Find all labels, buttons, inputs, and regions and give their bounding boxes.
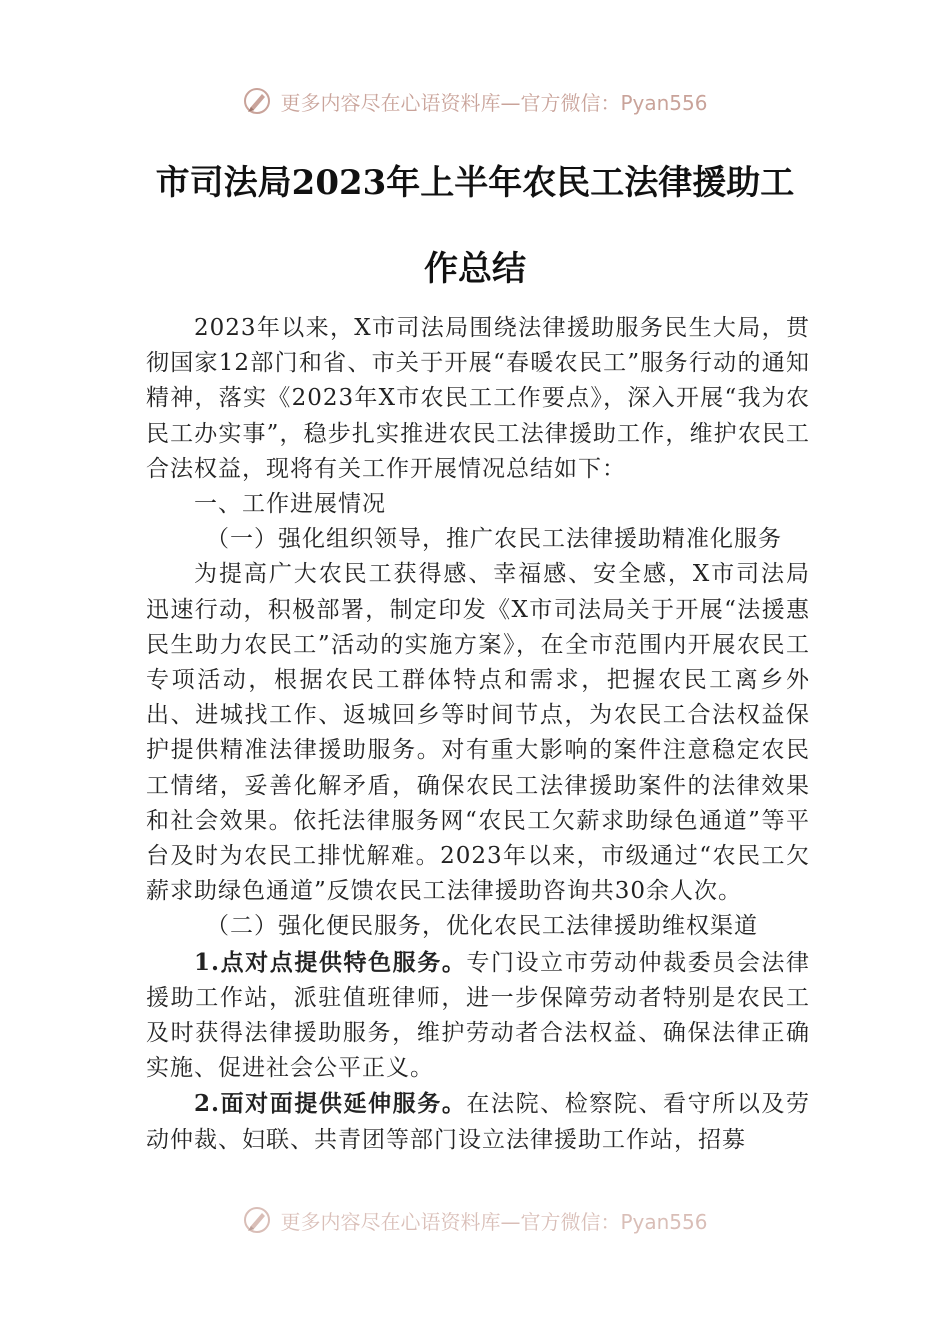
watermark-footer-text: 更多内容尽在心语资料库—官方微信：Pyan556 (280, 1209, 708, 1234)
section-heading: 一、工作进展情况 (194, 491, 386, 518)
document-body (146, 311, 810, 1158)
watermark-text: 更多内容尽在心语资料库—官方微信：Pyan556 (280, 90, 708, 115)
subsection-heading-2: （二）强化便民服务，优化农民工法律援助维权渠道 (206, 913, 758, 940)
item-1-text: 专门设立市劳动仲裁委员会法律援助工作站，派驻值班律师，进一步保障劳动者特别是农民工及时获得法律援助服务，维护劳动者合法权益、确保法律正确实施、促进社会公平正义。 (146, 949, 810, 1082)
subsection-paragraph-1: 为提高广大农民工获得感、幸福感、安全感，X市司法局迅速行动，积极部署，制定印发《X市司法局关于开展“法援惠民生助力农民工”活动的实施方案》，在全市范围内开展农民工专项活动，根据农民工群体特点和需求，把握农民工离乡外出、进城找工作、返城回乡等时间节点，为农民工合法权益保护提供精准法律援助服务。对有重大影响的案件注意稳定农民工情绪，妥善化解矛盾，确保农民工法律援助案件的法律效果和社会效果。依托法律服务网“农民工欠薪求助绿色通道”等平台及时为农民工排忧解难。2023年以来，市级通过“农民工欠薪求助绿色通道”反馈农民工法律援助咨询共30余人次。 (146, 561, 810, 905)
watermark-footer (0, 1205, 950, 1235)
title-line-2: 作总结 (424, 249, 526, 289)
pen-logo-icon (242, 86, 272, 116)
pen-logo-icon (242, 1205, 272, 1235)
item-paragraph-2 (146, 1086, 810, 1157)
watermark-header (0, 86, 950, 116)
item-1-lead: 1.点对点提供特色服务。 (194, 948, 467, 976)
subsection-heading-1: （一）强化组织领导，推广农民工法律援助精准化服务 (206, 526, 782, 553)
item-2-text: 在法院、检察院、看守所以及劳动仲裁、妇联、共青团等部门设立法律援助工作站，招募 (146, 1091, 810, 1153)
item-2-lead: 2.面对面提供延伸服务。 (194, 1090, 467, 1118)
item-paragraph-1 (146, 945, 810, 1087)
intro-paragraph: 2023年以来，X市司法局围绕法律援助服务民生大局，贯彻国家12部门和省、市关于开展“春暖农民工”服务行动的通知精神，落实《2023年X市农民工工作要点》，深入开展“我为农民工办实事”，稳步扎实推进农民工法律援助工作，维护农民工合法权益，现将有关工作开展情况总结如下： (146, 315, 810, 482)
title-line-1: 市司法局2023年上半年农民工法律援助工 (155, 163, 795, 203)
